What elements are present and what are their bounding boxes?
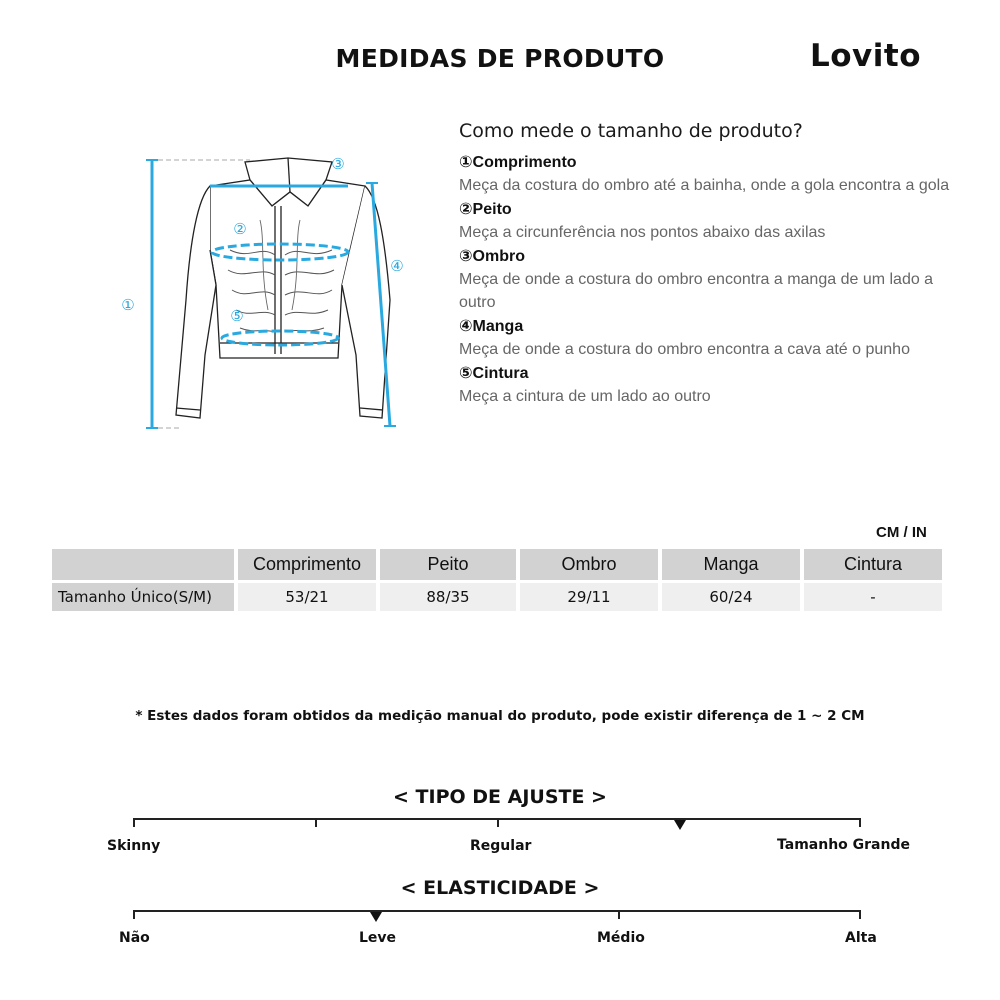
fit-label-oversized: Tamanho Grande [777,837,910,853]
instruction-desc: Meça da costura do ombro até a bainha, onde a gola encontra a gola [459,177,950,194]
column-header-length: Comprimento [238,549,376,580]
instruction-sleeve [459,316,959,361]
garment-diagram [110,150,430,440]
elasticity-tick [133,910,135,919]
fit-label-skinny: Skinny [107,838,161,854]
fit-label-regular: Regular [470,838,532,854]
fit-tick [315,818,317,827]
cell-shoulder: 29/11 [520,583,658,611]
howto-heading: Como mede o tamanho de produto? [459,120,803,142]
instruction-desc: Meça a circunferência nos pontos abaixo das axilas [459,224,826,241]
fit-tick [497,818,499,827]
badge-waist: ⑤ [230,307,244,325]
measure-instructions [459,152,959,410]
instruction-waist [459,363,959,408]
badge-length: ① [121,296,135,314]
badge-sleeve: ④ [390,257,404,275]
column-header-sleeve: Manga [662,549,800,580]
table-corner [52,549,234,580]
instruction-name: ⑤Cintura [459,365,529,382]
fit-title: < TIPO DE AJUSTE > [393,786,607,808]
elasticity-label-light: Leve [359,930,397,946]
row-size-label: Tamanho Único(S/M) [52,583,234,611]
fit-marker [674,820,686,830]
measurement-note: * Estes dados foram obtidos da medição manual do produto, pode existir diferença de 1 ~ 2 CM [135,708,865,724]
unit-label: CM / IN [876,524,927,541]
instruction-name: ①Comprimento [459,154,577,171]
badge-chest: ② [233,220,247,238]
cell-waist: - [804,583,942,611]
jacket-outline [176,158,390,418]
instruction-length [459,152,959,197]
column-header-shoulder: Ombro [520,549,658,580]
brand-logo: Lovito [810,38,922,74]
elasticity-label-none: Não [119,930,150,946]
fit-tick [859,818,861,827]
elasticity-label-high: Alta [845,930,877,946]
column-header-waist: Cintura [804,549,942,580]
badge-shoulder: ③ [331,155,345,173]
table-row [52,583,942,611]
size-table [48,546,946,614]
instruction-desc: Meça a cintura de um lado ao outro [459,388,711,405]
page-title: MEDIDAS DE PRODUTO [335,44,665,73]
elasticity-marker [370,912,382,922]
cell-length: 53/21 [238,583,376,611]
cell-sleeve: 60/24 [662,583,800,611]
table-header-row [52,549,942,580]
elasticity-scale-line [133,910,861,912]
elasticity-label-medium: Médio [597,930,645,946]
instruction-desc: Meça de onde a costura do ombro encontra a manga de um lado a outro [459,271,934,311]
fit-tick [133,818,135,827]
column-header-chest: Peito [380,549,516,580]
instruction-name: ③Ombro [459,248,525,265]
elasticity-tick [859,910,861,919]
instruction-name: ②Peito [459,201,512,218]
elasticity-tick [618,910,620,919]
instruction-desc: Meça de onde a costura do ombro encontra a cava até o punho [459,341,910,358]
instruction-name: ④Manga [459,318,524,335]
instruction-chest [459,199,959,244]
elasticity-title: < ELASTICIDADE > [400,877,600,899]
cell-chest: 88/35 [380,583,516,611]
instruction-shoulder [459,246,959,314]
